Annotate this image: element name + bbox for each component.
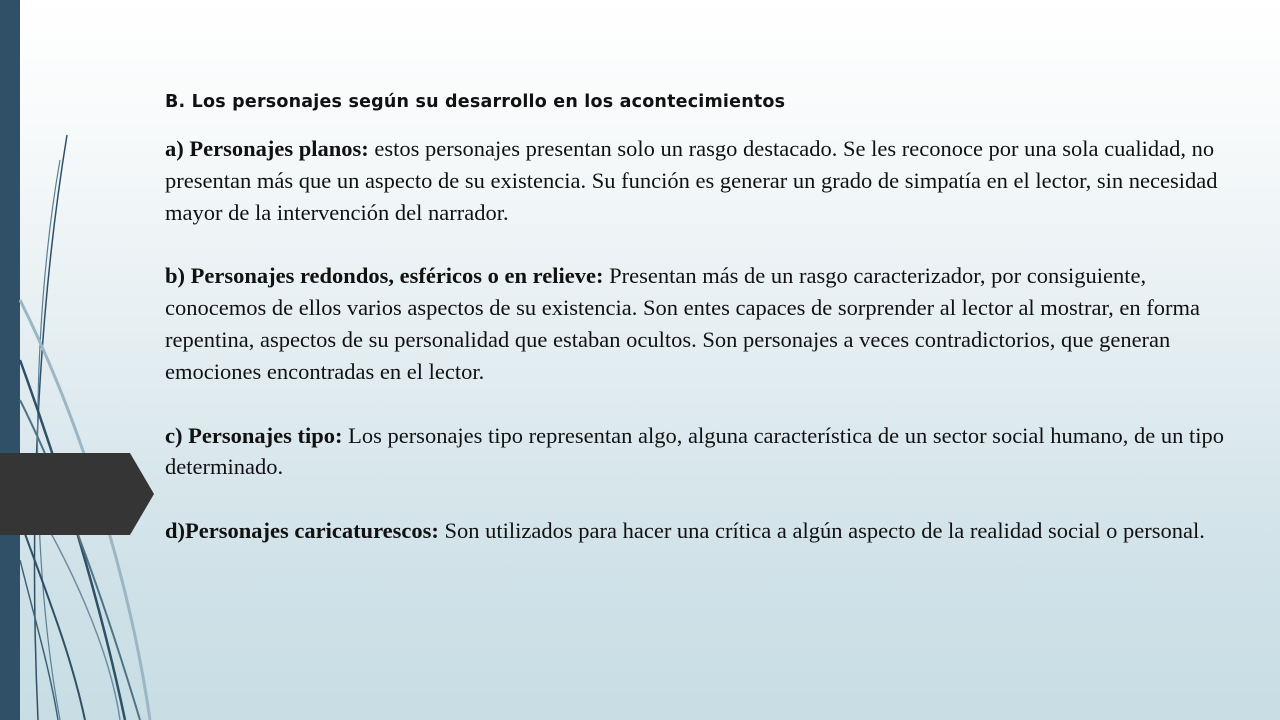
text-planos: estos personajes presentan solo un rasgo destacado. Se les reconoce por una sola cualidad, no presentan más que un aspecto de su existencia. Su función es generar un grado de simpatía en el lector, sin necesidad mayor de la intervención del narrador.	[165, 136, 1218, 225]
term-caricaturescos: d)Personajes caricaturescos:	[165, 518, 439, 544]
term-tipo: c) Personajes tipo:	[165, 422, 343, 448]
paragraph-planos	[165, 133, 1245, 228]
text-redondos: Presentan más de un rasgo caracterizador, por consiguiente, conocemos de ellos varios aspectos de su existencia. Son entes capaces de sorprender al lector al mostrar, en forma repentina, aspectos de su personalidad que estaban ocultos. Son personajes a veces contradictorios, que generan emociones encontradas en el lector.	[165, 263, 1200, 384]
term-planos: a) Personajes planos:	[165, 136, 369, 161]
paragraph-redondos	[165, 260, 1245, 387]
term-redondos: b) Personajes redondos, esféricos o en relieve:	[165, 263, 604, 289]
text-tipo: Los personajes tipo representan algo, alguna característica de un sector social humano, de un tipo determinado.	[165, 422, 1225, 480]
slide-content	[165, 88, 1245, 579]
decorative-arrow-tab	[0, 453, 154, 535]
paragraph-caricaturescos	[165, 515, 1245, 547]
slide-heading: B. Los personajes según su desarrollo en los acontecimientos	[165, 92, 786, 112]
text-caricaturescos: Son utilizados para hacer una crítica a algún aspecto de la realidad social o personal.	[438, 518, 1205, 544]
paragraph-tipo	[165, 420, 1245, 484]
